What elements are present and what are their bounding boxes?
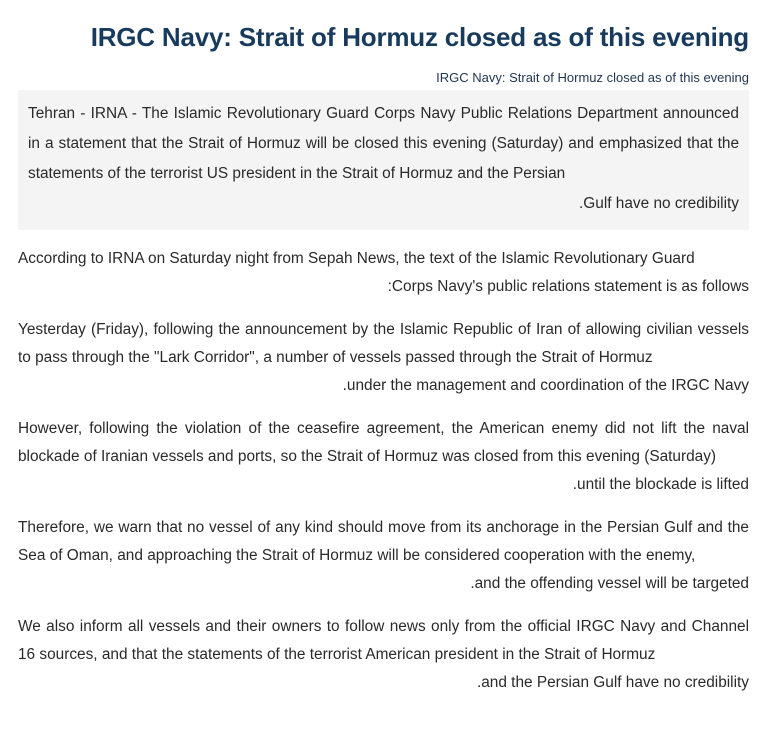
- paragraph-text: However, following the violation of the ceasefire agreement, the American enemy did not lift the naval blockade of Iranian vessels and ports, so the Strait of Hormuz was closed from this evening (Saturday): [18, 420, 749, 465]
- lead-text-last-line: .Gulf have no credibility: [579, 195, 739, 212]
- paragraph-last-line: .under the management and coordination of the IRGC Navy: [342, 377, 749, 394]
- lead-text: Tehran - IRNA - The Islamic Revolutionary Guard Corps Navy Public Relations Department announced in a statement that the Strait of Hormuz will be closed this evening (Saturday) and emphasized that the statements of the terrorist US president in the Strait of Hormuz and the Persian: [28, 105, 739, 182]
- paragraph: [18, 415, 749, 499]
- paragraph-text: Therefore, we warn that no vessel of any kind should move from its anchorage in the Persian Gulf and the Sea of Oman, and approaching the Strait of Hormuz will be considered cooperation with the enemy,: [18, 519, 749, 564]
- paragraph-text: According to IRNA on Saturday night from Sepah News, the text of the Islamic Revolutionary Guard: [18, 250, 695, 267]
- paragraph-last-line: :Corps Navy's public relations statement is as follows: [387, 278, 749, 295]
- article-headline: IRGC Navy: Strait of Hormuz closed as of this evening: [90, 22, 749, 52]
- paragraph-text: We also inform all vessels and their owners to follow news only from the official IRGC Navy and Channel 16 sources, and that the statements of the terrorist American president in the Strait of Hormuz: [18, 618, 749, 663]
- paragraph: [18, 613, 749, 697]
- paragraph-last-line: .and the offending vessel will be targeted: [470, 575, 749, 592]
- paragraph: [18, 514, 749, 598]
- article-subtitle: IRGC Navy: Strait of Hormuz closed as of this evening: [436, 70, 749, 85]
- paragraph: [18, 245, 749, 301]
- article-lead: [18, 90, 749, 230]
- paragraph-last-line: .until the blockade is lifted: [572, 476, 749, 493]
- paragraph-text: Yesterday (Friday), following the announcement by the Islamic Republic of Iran of allowing civilian vessels to pass through the "Lark Corridor", a number of vessels passed through the Strait of Hormuz: [18, 321, 749, 366]
- paragraph: [18, 316, 749, 400]
- paragraph-last-line: .and the Persian Gulf have no credibility: [476, 674, 749, 691]
